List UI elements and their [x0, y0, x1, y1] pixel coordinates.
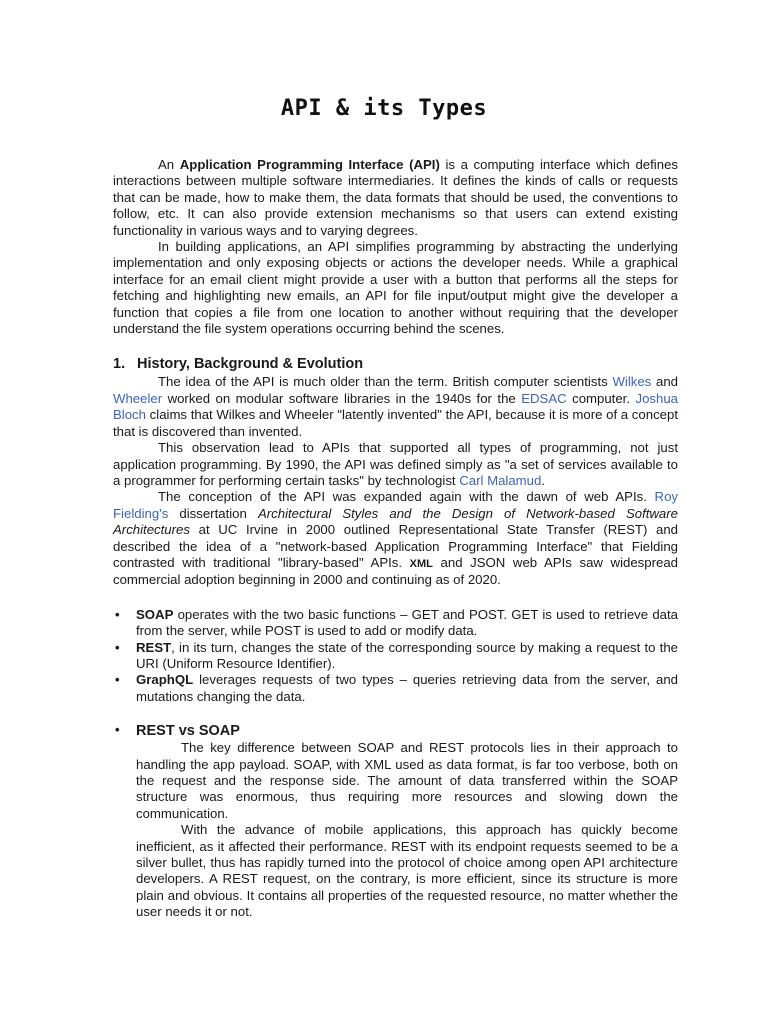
text-run: This observation lead to APIs that supported all types of programming, not just application programming. By 1990, the API was defined simply as "a set of services available to a programmer for performing certain tasks" by technologist: [113, 440, 678, 488]
text-run: worked on modular software libraries in the 1940s for the: [162, 390, 522, 406]
text-run: and JSON web APIs saw widespread commercial adoption beginning in 2000 and continuing as of 2020.: [113, 554, 678, 588]
bullet-icon: •: [115, 639, 120, 655]
history-paragraph-2: [113, 440, 678, 489]
rest-vs-soap-paragraph-2: With the advance of mobile applications, this approach has quickly become inefficient, as it affected their performance. REST with its endpoint requests seemed to be a silver bullet, thus has rapidly turned into the protocol of choice among open API architecture developers. A REST request, on the contrary, is more efficient, since its structure is more plain and obvious. It contains all properties of the requested resource, no matter whether the user needs it or not.: [136, 822, 678, 920]
list-item-text: leverages requests of two types – queries retrieving data from the server, and mutations changing the data.: [136, 672, 678, 704]
text-run: The idea of the API is much older than the term. British computer scientists: [158, 374, 613, 390]
bullet-icon: •: [115, 606, 120, 622]
link-wilkes[interactable]: Wilkes: [612, 374, 652, 390]
link-wheeler[interactable]: Wheeler: [113, 390, 163, 406]
document-title: API & its Types: [280, 96, 488, 121]
rest-vs-soap-paragraph-1: The key difference between SOAP and REST protocols lies in their approach to handling the app payload. SOAP, with XML used as data format, is far too verbose, both on the request and the response side. The amount of data transferred within the SOAP structure was enormous, thus requiring more resources and slowing down the communication.: [136, 740, 678, 821]
text-run: .: [541, 472, 546, 488]
bullet-icon: •: [115, 672, 120, 688]
text-run: An: [158, 157, 180, 172]
list-item-graphql: [113, 672, 678, 705]
text-run: claims that Wilkes and Wheeler "latently invented" the API, because it is more of a concept that is discovered than invented.: [113, 407, 678, 439]
section-number: 1.: [113, 356, 126, 373]
section-heading-text: History, Background & Evolution: [137, 356, 364, 373]
list-item-term: GraphQL: [136, 672, 194, 688]
link-joshua-bloch[interactable]: Joshua Bloch: [113, 390, 678, 423]
text-run: The conception of the API was expanded again with the dawn of web APIs.: [158, 489, 655, 505]
rest-vs-soap-section: [113, 722, 678, 920]
list-item-text: operates with the two basic functions – GET and POST. GET is used to retrieve data from the server, while POST is used to add or modify data.: [136, 606, 678, 639]
history-paragraph-3: [113, 489, 678, 588]
history-paragraph-1: [113, 374, 678, 440]
section-1-heading: [113, 355, 678, 373]
xml-term: XML: [409, 557, 433, 570]
list-item-soap: [113, 607, 678, 640]
document-body: [113, 157, 678, 921]
link-roy-fielding[interactable]: Roy Fielding's: [113, 489, 678, 521]
api-term: Application Programming Interface (API): [179, 157, 440, 172]
list-item-term: SOAP: [136, 606, 174, 622]
link-edsac[interactable]: EDSAC: [521, 390, 567, 406]
api-types-list: [113, 607, 678, 705]
intro-paragraph-1: [113, 157, 678, 239]
text-run: at UC Irvine in 2000 outlined Representational State Transfer (REST) and described the idea of a "network-based Application Programming Interface" that Fielding contrasted with traditional "library-based" APIs.: [113, 522, 678, 570]
text-run: dissertation: [168, 505, 258, 521]
rest-vs-soap-heading: REST vs SOAP: [136, 723, 240, 740]
text-run: computer.: [566, 390, 636, 406]
dissertation-title: Architectural Styles and the Design of Network-based Software Architectures: [113, 505, 678, 538]
list-item-rest: [113, 640, 678, 673]
list-item-term: REST: [136, 639, 172, 655]
text-run: is a computing interface which defines interactions between multiple software intermediaries. It defines the kinds of calls or requests that can be made, how to make them, the data formats that should be used, the conventions to follow, etc. It can also provide extension mechanisms so that users can extend existing functionality in various ways and to varying degrees.: [113, 157, 679, 238]
intro-paragraph-2: In building applications, an API simplifies programming by abstracting the underlying implementation and only exposing objects or actions the developer needs. While a graphical interface for an email client might provide a user with a button that performs all the steps for fetching and highlighting new emails, an API for file input/output might give the developer a function that copies a file from one location to another without requiring that the developer understand the file system operations occurring behind the scenes.: [113, 239, 678, 337]
link-carl-malamud[interactable]: Carl Malamud: [459, 472, 542, 488]
text-run: and: [651, 374, 678, 390]
list-item-text: , in its turn, changes the state of the corresponding source by making a request to the URI (Uniform Resource Identifier).: [136, 639, 678, 671]
bullet-icon: •: [115, 722, 120, 738]
